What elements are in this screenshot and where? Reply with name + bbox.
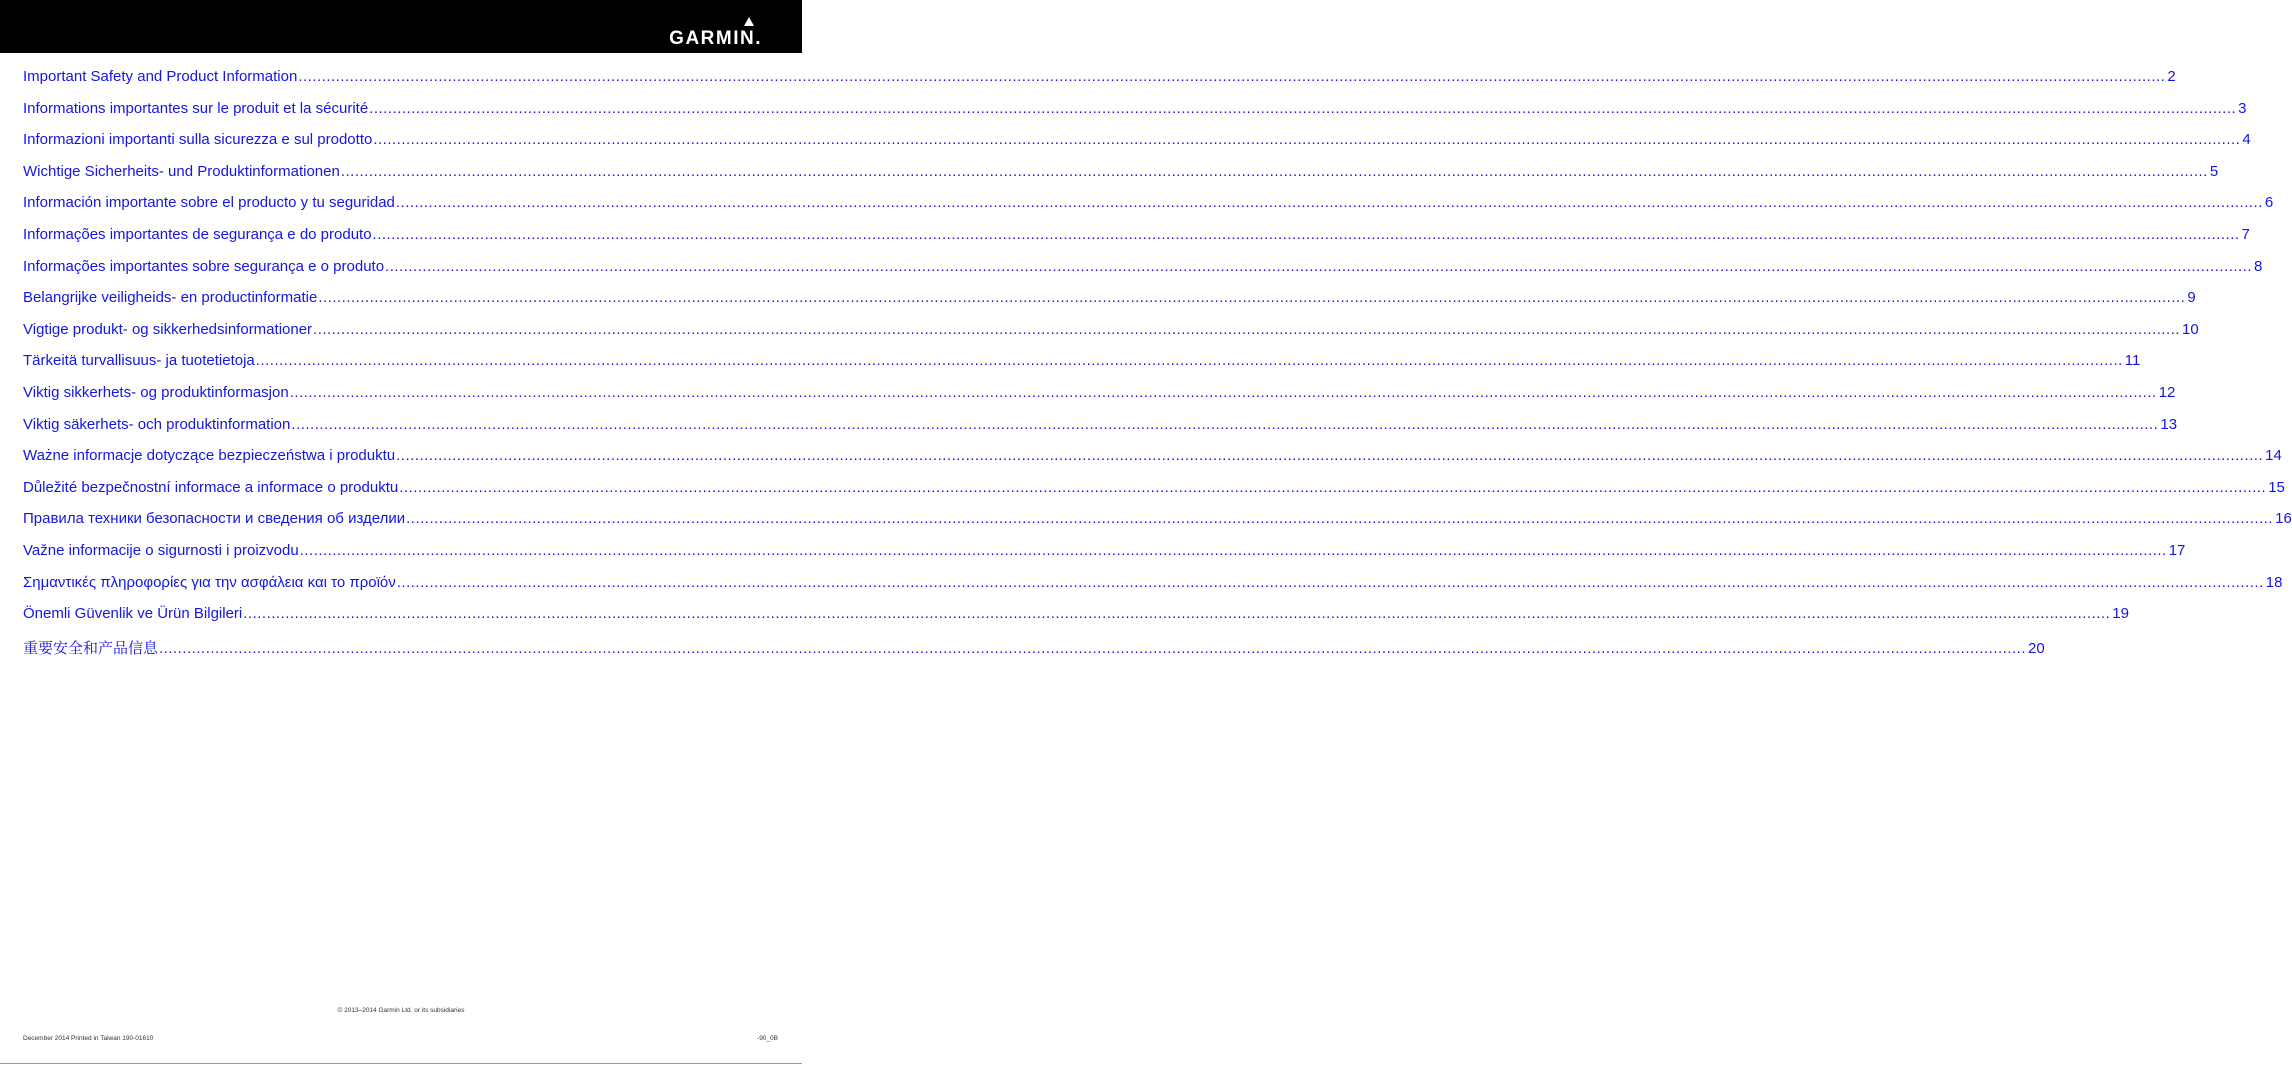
toc-dot-leader: ................................................................................................................................................................................................................................................................................................................................................................................................................ xyxy=(255,352,2123,370)
toc-dot-leader: ................................................................................................................................................................................................................................................................................................................................................................................................................ xyxy=(373,131,2241,149)
toc-entry-title: Informations importantes sur le produit et la sécurité xyxy=(23,99,369,117)
toc-entry[interactable] xyxy=(23,415,2178,448)
toc-entry-page-number: 15 xyxy=(2268,478,2285,496)
toc-entry-title: Informazioni importanti sulla sicurezza e sul prodotto xyxy=(23,131,373,149)
toc-entry-title: Important Safety and Product Information xyxy=(23,68,298,85)
toc-entry-page-number: 16 xyxy=(2275,510,2292,528)
toc-entry-title: Belangrijke veiligheids- en productinformatie xyxy=(23,289,318,307)
toc-entry[interactable] xyxy=(23,478,2285,511)
toc-entry[interactable] xyxy=(23,194,2274,226)
toc-entry[interactable] xyxy=(23,637,2045,669)
toc-entry-page-number: 14 xyxy=(2265,447,2282,465)
toc-entry[interactable] xyxy=(23,320,2199,353)
toc-dot-leader: ................................................................................................................................................................................................................................................................................................................................................................................................................ xyxy=(369,99,2237,117)
toc-entry[interactable] xyxy=(23,541,2186,574)
copyright-notice: © 2013–2014 Garmin Ltd. or its subsidiaries xyxy=(337,1007,465,1014)
toc-entry[interactable] xyxy=(23,383,2176,416)
toc-entry[interactable] xyxy=(23,99,2247,132)
toc-entry-title: Tärkeitä turvallisuus- ja tuotetietoja xyxy=(23,352,255,370)
toc-entry-page-number: 5 xyxy=(2209,162,2219,180)
toc-entry-page-number: 7 xyxy=(2241,225,2250,243)
toc-entry[interactable] xyxy=(23,131,2251,163)
toc-entry-title: Viktig sikkerhets- og produktinformasjon xyxy=(23,383,289,401)
toc-entry-title: Informações importantes sobre segurança e o produto xyxy=(23,257,385,275)
toc-entry-title: Informações importantes de segurança e do produto xyxy=(23,225,372,243)
toc-entry-title: Važne informacije o sigurnosti i proizvodu xyxy=(23,541,299,559)
toc-entry-title: Viktig säkerhets- och produktinformation xyxy=(23,415,291,433)
toc-entry-page-number: 6 xyxy=(2264,194,2274,212)
toc-entry-title: 重要安全和产品信息 xyxy=(23,639,159,657)
toc-dot-leader: ................................................................................................................................................................................................................................................................................................................................................................................................................ xyxy=(313,320,2181,338)
toc-entry-title: Wichtige Sicherheits- und Produktinformationen xyxy=(23,162,340,180)
toc-dot-leader: ................................................................................................................................................................................................................................................................................................................................................................................................................ xyxy=(399,478,2267,496)
toc-entry[interactable] xyxy=(23,573,2283,606)
toc-entry[interactable] xyxy=(23,352,2141,384)
toc-dot-leader: ................................................................................................................................................................................................................................................................................................................................................................................................................ xyxy=(318,289,2186,307)
toc-entry-page-number: 18 xyxy=(2265,573,2283,591)
toc-entry-page-number: 10 xyxy=(2182,320,2199,338)
print-info: December 2014 Printed in Taiwan 190-01610 xyxy=(23,1035,154,1042)
toc-dot-leader: ................................................................................................................................................................................................................................................................................................................................................................................................................ xyxy=(243,605,2111,623)
toc-entry-title: Σημαντικές πληροφορίες για την ασφάλεια και το προϊόν xyxy=(23,573,396,591)
bottom-rule xyxy=(0,1063,802,1064)
toc-entry-title: Önemli Güvenlik ve Ürün Bilgileri xyxy=(23,605,243,623)
toc-dot-leader: ................................................................................................................................................................................................................................................................................................................................................................................................................ xyxy=(299,541,2167,559)
toc-entry-page-number: 2 xyxy=(2167,68,2176,85)
logo-triangle-icon xyxy=(744,17,754,26)
toc-entry-title: Vigtige produkt- og sikkerhedsinformationer xyxy=(23,320,313,338)
toc-dot-leader: ................................................................................................................................................................................................................................................................................................................................................................................................................ xyxy=(395,194,2263,212)
toc-entry-page-number: 8 xyxy=(2254,257,2263,275)
toc-dot-leader: ................................................................................................................................................................................................................................................................................................................................................................................................................ xyxy=(406,510,2274,528)
logo-text: GARMIN. xyxy=(669,28,762,49)
toc-entry-title: Información importante sobre el producto y tu seguridad xyxy=(23,194,395,212)
toc-entry[interactable] xyxy=(23,68,2176,100)
part-number-suffix: -90_0B xyxy=(757,1035,778,1042)
toc-entry[interactable] xyxy=(23,225,2250,258)
toc-dot-leader: ................................................................................................................................................................................................................................................................................................................................................................................................................ xyxy=(159,639,2027,657)
toc-dot-leader: ................................................................................................................................................................................................................................................................................................................................................................................................................ xyxy=(298,68,2166,85)
toc-dot-leader: ................................................................................................................................................................................................................................................................................................................................................................................................................ xyxy=(372,225,2240,243)
toc-entry-title: Důležité bezpečnostní informace a informace o produktu xyxy=(23,478,399,496)
toc-entry[interactable] xyxy=(23,162,2219,195)
toc-dot-leader: ................................................................................................................................................................................................................................................................................................................................................................................................................ xyxy=(396,447,2264,465)
toc-entry-page-number: 9 xyxy=(2187,289,2196,307)
toc-entry-page-number: 3 xyxy=(2238,99,2247,117)
toc-entry-page-number: 17 xyxy=(2168,541,2186,559)
toc-entry[interactable] xyxy=(23,447,2282,479)
toc-entry[interactable] xyxy=(23,289,2196,321)
toc-entry-page-number: 11 xyxy=(2124,352,2141,370)
toc-dot-leader: ................................................................................................................................................................................................................................................................................................................................................................................................................ xyxy=(340,162,2208,180)
toc-dot-leader: ................................................................................................................................................................................................................................................................................................................................................................................................................ xyxy=(291,415,2159,433)
toc-entry-page-number: 20 xyxy=(2028,639,2045,657)
toc-entry-page-number: 12 xyxy=(2158,383,2176,401)
toc-dot-leader: ................................................................................................................................................................................................................................................................................................................................................................................................................ xyxy=(396,573,2264,591)
table-of-contents xyxy=(23,68,2292,668)
toc-entry-page-number: 4 xyxy=(2242,131,2251,149)
toc-entry[interactable] xyxy=(23,257,2263,290)
toc-entry[interactable] xyxy=(23,605,2129,637)
toc-entry-page-number: 13 xyxy=(2160,415,2178,433)
header-bar xyxy=(0,0,802,53)
toc-entry-title: Ważne informacje dotyczące bezpieczeństwa i produktu xyxy=(23,447,396,465)
toc-dot-leader: ................................................................................................................................................................................................................................................................................................................................................................................................................ xyxy=(385,257,2253,275)
toc-entry-title: Правила техники безопасности и сведения об изделии xyxy=(23,510,406,528)
toc-dot-leader: ................................................................................................................................................................................................................................................................................................................................................................................................................ xyxy=(289,383,2157,401)
toc-entry[interactable] xyxy=(23,510,2292,542)
toc-entry-page-number: 19 xyxy=(2112,605,2129,623)
